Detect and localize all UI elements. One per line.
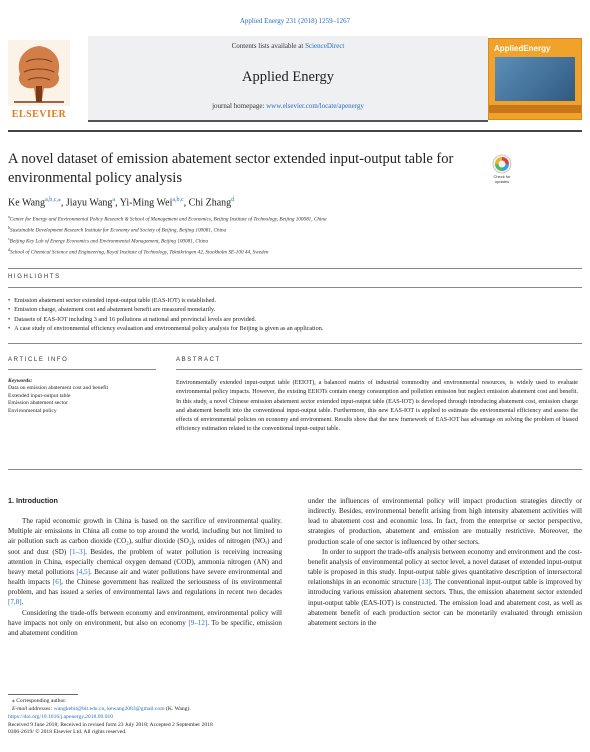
elsevier-tree-icon	[8, 40, 70, 106]
text-run: . To be specific, emission and abatement condition	[8, 618, 282, 637]
check-updates-icon	[492, 154, 512, 174]
author-name[interactable]: Ke Wang	[8, 197, 46, 209]
masthead	[8, 36, 582, 124]
affiliation-item	[8, 235, 578, 246]
homepage-prefix: journal homepage:	[212, 102, 267, 110]
journal-homepage	[88, 102, 488, 110]
citation-link[interactable]: [4,5]	[76, 567, 90, 576]
author-affiliation-marker[interactable]: d	[231, 197, 235, 203]
citation-link[interactable]: [6]	[52, 578, 62, 587]
publisher-name: ELSEVIER	[11, 109, 67, 120]
cover-stripe	[489, 105, 581, 113]
article-metadata	[8, 714, 568, 737]
author-list	[8, 196, 578, 208]
body-column-left	[8, 496, 282, 638]
abstract-rule	[176, 369, 582, 370]
author-affiliation-marker[interactable]: a	[112, 197, 116, 203]
author-name[interactable]: Chi Zhang	[188, 197, 232, 209]
journal-title: Applied Energy	[242, 69, 334, 85]
affiliation-marker: d	[8, 246, 10, 252]
affiliation-marker: c	[8, 235, 10, 241]
text-run: In order to support the trade-offs analysis between economy and environment and the cost-benefit analysis of environmental policy at sector level, a novel dataset of extended input-output table is proposed in this study. Input-output table gives quantitative description of intersectoral relationships in an economic structure	[308, 547, 582, 587]
contents-prefix: Contents lists available at	[231, 42, 306, 50]
footnotes	[12, 697, 572, 713]
author-name[interactable]: Jiayu Wang	[65, 197, 113, 209]
received-dates: Received 9 June 2018; Received in revised form 23 July 2018; Accepted 2 September 2018	[8, 721, 213, 728]
corresponding-author-note: ⁎ Corresponding author.	[12, 698, 67, 704]
text-run: . Besides, the problem of water pollution is receiving increasing attention in China, especially chemical oxygen demand (COD), ammonia nitrogen (AN) and heavy metal pollutions	[8, 547, 283, 576]
homepage-link[interactable]: www.elsevier.com/locate/apenergy	[266, 102, 364, 110]
body-column-right	[308, 496, 582, 628]
elsevier-logo[interactable]	[8, 40, 70, 120]
affiliation-text: Beijing Key Lab of Energy Economics and Environmental Management, Beijing 100081, China	[9, 238, 209, 245]
affiliation-text: Center for Energy and Environmental Policy Research & School of Management and Economics, Beijing Institute of Technology, Beijing 100081, China	[9, 216, 327, 223]
affiliation-item	[8, 246, 578, 257]
keyword-item: Environmental policy	[8, 407, 57, 414]
affiliations	[8, 213, 578, 257]
text-run: The rapid economic growth in China is based on the sacrifice of environmental quality. Multiple air emissions in China all come to top around the world, including but not limited to air pollution such as carbon dioxide (CO₂), sulfur dioxide (SO₂), oxides of nitrogen (NOₓ) and soot and dust (SD)	[8, 517, 282, 556]
highlights-top-rule	[8, 268, 582, 269]
article-title: A novel dataset of emission abatement sector extended input-output table for environmental policy analysis	[8, 151, 454, 186]
author-affiliation-marker[interactable]: a,b,c,	[45, 197, 58, 203]
abstract-text: Environmentally extended input-output table (EEIOT), a balanced matrix of industrial commodity and environmental resources, is widely used to evaluate environmental policy impacts. However, the existing EEIOTs contain energy consumption and pollution emission but neglect emission abatement cost and benefit. In this study, a novel Chinese emission abatement sector extended input-output table (EAS-IOT) is developed through introducing abatement cost, emission charge and abatement benefit into the conventional input-output table. Furthermore, this new EAS-IOT is applied to estimate the environmental efficiency and assess the effects of environmental policies on economy and environment. Results show that the new framework of EAS-IOT has advantage on solving the problem of biased efficiency estimation related to the conventional input-output table.	[176, 380, 578, 433]
journal-reference[interactable]: Applied Energy 231 (2018) 1259–1267	[239, 17, 351, 25]
footnote-rule	[8, 694, 78, 695]
author-name[interactable]: Yi-Ming Wei	[119, 197, 173, 209]
body-top-rule	[8, 469, 582, 470]
affiliation-text: Sustainable Development Research Institute for Economy and Society of Beijing, Beijing 100081, China	[10, 227, 227, 234]
copyright: 0306-2619/ © 2018 Elsevier Ltd. All rights reserved.	[8, 729, 127, 736]
cover-title: AppliedEnergy	[494, 44, 551, 53]
text-run: . Because air and water pollutions have severe environmental and health impacts	[8, 567, 282, 587]
affiliation-marker: a	[8, 214, 10, 219]
highlights-list	[8, 296, 568, 334]
email-suffix: (K. Wang).	[164, 706, 191, 712]
text-run: . The conventional input-output table is improved by introducing various emission abatement sectors. Thus, the emission abatement sector extended input-output table (EAS-IOT) is constructed. The emission load and abatement cost, as well as abatement benefit of each production sector can be monetarily evaluated through emission abatement sectors in the	[308, 578, 582, 627]
citation-link[interactable]: [1–3]	[69, 547, 86, 556]
highlights-rule	[8, 287, 582, 288]
affiliation-item	[8, 224, 578, 235]
text-run: , the Chinese government has realized the seriousness of its environmental problem, and has issued a series of environmental laws and regulations in recent two decades	[8, 578, 282, 597]
citation-link[interactable]: [9–12]	[188, 618, 208, 627]
email-separator: ,	[104, 706, 108, 712]
author-separator: ,	[115, 197, 120, 209]
keywords-list	[8, 385, 158, 415]
text-run: Considering the trade-offs between economy and environment, environmental policy will have impacts not only on environment, but also on economy	[8, 608, 282, 627]
highlight-item: • Emission charge, abatement cost and abatement benefit are measured monetarily.	[8, 305, 568, 314]
author-separator: ,	[60, 197, 66, 209]
keyword-item: Data on emission abatement cost and benefit	[8, 385, 109, 392]
article-info-heading: ARTICLE INFO	[8, 357, 69, 363]
email-note	[12, 705, 572, 713]
affiliation-item	[8, 213, 578, 224]
highlight-item: • A case study of environmental efficiency evaluation and environmental policy analysis for Beijing is given as an application.	[8, 324, 568, 333]
corresponding-author-marker[interactable]: ⁎	[57, 197, 61, 203]
cover-image	[495, 57, 575, 101]
contents-line	[88, 42, 488, 50]
introduction-heading: 1. Introduction	[8, 496, 58, 505]
intro-paragraph-1	[8, 516, 282, 607]
keyword-item: Emission abatement sector	[8, 400, 68, 407]
intro-paragraph-2	[8, 608, 282, 638]
info-top-rule	[8, 343, 582, 344]
author-affiliation-marker[interactable]: a,b,c	[172, 197, 184, 203]
masthead-divider	[8, 130, 582, 132]
affiliation-text: School of Chemical Science and Engineering, Royal Institute of Technology, Teknikringen 42, Stockholm SE-100 44, Sweden	[10, 249, 269, 256]
citation-link[interactable]: [13]	[418, 578, 431, 587]
sciencedirect-link[interactable]: ScienceDirect	[305, 42, 345, 50]
journal-cover[interactable]	[488, 38, 582, 120]
abstract-heading: ABSTRACT	[176, 357, 221, 363]
email-link-2[interactable]: kewang2083@gmail.com	[107, 706, 165, 712]
text-run: .	[21, 598, 24, 607]
journal-banner	[88, 36, 488, 122]
keywords-label: Keywords:	[8, 378, 33, 384]
email-link-1[interactable]: wangkebit@bit.edu.cn	[53, 706, 105, 712]
highlight-item: • Emission abatement sector extended input-output table (EAS-IOT) is established.	[8, 296, 568, 305]
email-label: E-mail addresses:	[12, 706, 54, 712]
keyword-item: Extended input-output table	[8, 392, 71, 399]
highlight-item: • Datasets of EAS-IOT including 3 and 16 pollutions at national and provincial levels are provided.	[8, 315, 568, 324]
keywords-block	[8, 378, 158, 415]
citation-link[interactable]: [7,8]	[8, 598, 22, 607]
intro-paragraph-2-cont: under the influences of environmental policy will impact production strategies directly or indirectly. Besides, environmental benefit arising from high intensity abatement activities will lead to abatement cost and economic loss. In fact, from the enterprise or sector perspective, strategies of production, abatement and emission are mutually restrictive. Moreover, the production scale of one sector is influenced by other sectors.	[308, 497, 582, 546]
highlights-heading: HIGHLIGHTS	[8, 274, 61, 280]
intro-paragraph-3	[308, 547, 582, 628]
check-updates-label: Check for updates	[493, 174, 511, 184]
author-separator: ,	[183, 197, 189, 209]
doi-link[interactable]: https://doi.org/10.1016/j.apenergy.2018.09.010	[8, 714, 114, 720]
check-for-updates-badge[interactable]	[490, 154, 514, 184]
article-info-rule	[8, 369, 156, 370]
affiliation-marker: b	[8, 224, 10, 230]
